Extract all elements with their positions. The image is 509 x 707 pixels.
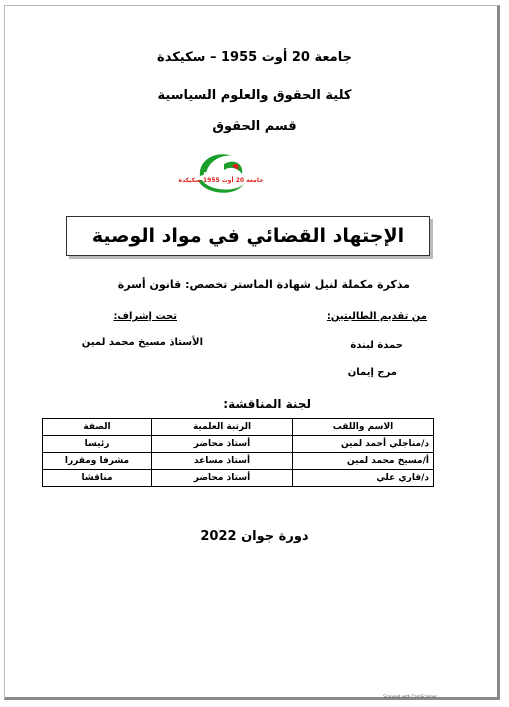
- member-role: رئيسا: [43, 436, 152, 453]
- committee-title: لجنة المناقشة:: [223, 397, 311, 411]
- title-box: [66, 216, 430, 256]
- member-rank: أستاذ مساعد: [152, 453, 293, 470]
- supervisor-label: تحت إشراف:: [113, 311, 177, 322]
- table-row: [43, 453, 434, 470]
- student-name: حمدة لبندة: [350, 340, 403, 351]
- session-date: دورة جوان 2022: [200, 529, 309, 544]
- logo-text: جامعة 20 أوت 1955 سكيكدة: [178, 177, 264, 184]
- university-name: جامعة 20 أوت 1955 – سكيكدة: [157, 50, 352, 65]
- member-name: د/قاري علي: [293, 470, 434, 487]
- table-header-row: [43, 419, 434, 436]
- committee-table: [42, 418, 434, 487]
- member-role: مناقشا: [43, 470, 152, 487]
- supervisor-name: الأستاذ مسيخ محمد لمين: [81, 337, 203, 348]
- department-name: قسم الحقوق: [212, 119, 297, 134]
- member-name: أ/مسيخ محمد لمين: [293, 453, 434, 470]
- column-header-name: الاسم واللقب: [293, 419, 434, 436]
- table-row: [43, 436, 434, 453]
- university-logo: [178, 150, 264, 198]
- member-rank: أستاذ محاضر: [152, 470, 293, 487]
- member-role: مشرفا ومقررا: [43, 453, 152, 470]
- memo-line: مذكرة مكملة لنيل شهادة الماستر تخصص: قانون أسرة: [117, 278, 410, 291]
- column-header-role: الصفة: [43, 419, 152, 436]
- scanner-watermark: Scanned with CamScanner: [383, 694, 437, 699]
- student-name: مرج إيمان: [347, 367, 397, 378]
- table-row: [43, 470, 434, 487]
- column-header-rank: الرتبة العلمية: [152, 419, 293, 436]
- document-page: [4, 5, 500, 700]
- thesis-title: الإجتهاد القضائي في مواد الوصية: [91, 225, 405, 247]
- faculty-name: كلية الحقوق والعلوم السياسية: [157, 88, 352, 103]
- member-rank: أستاذ محاضر: [152, 436, 293, 453]
- member-name: د/مناجلي أحمد لمين: [293, 436, 434, 453]
- students-label: من تقديم الطالبتين:: [326, 311, 427, 322]
